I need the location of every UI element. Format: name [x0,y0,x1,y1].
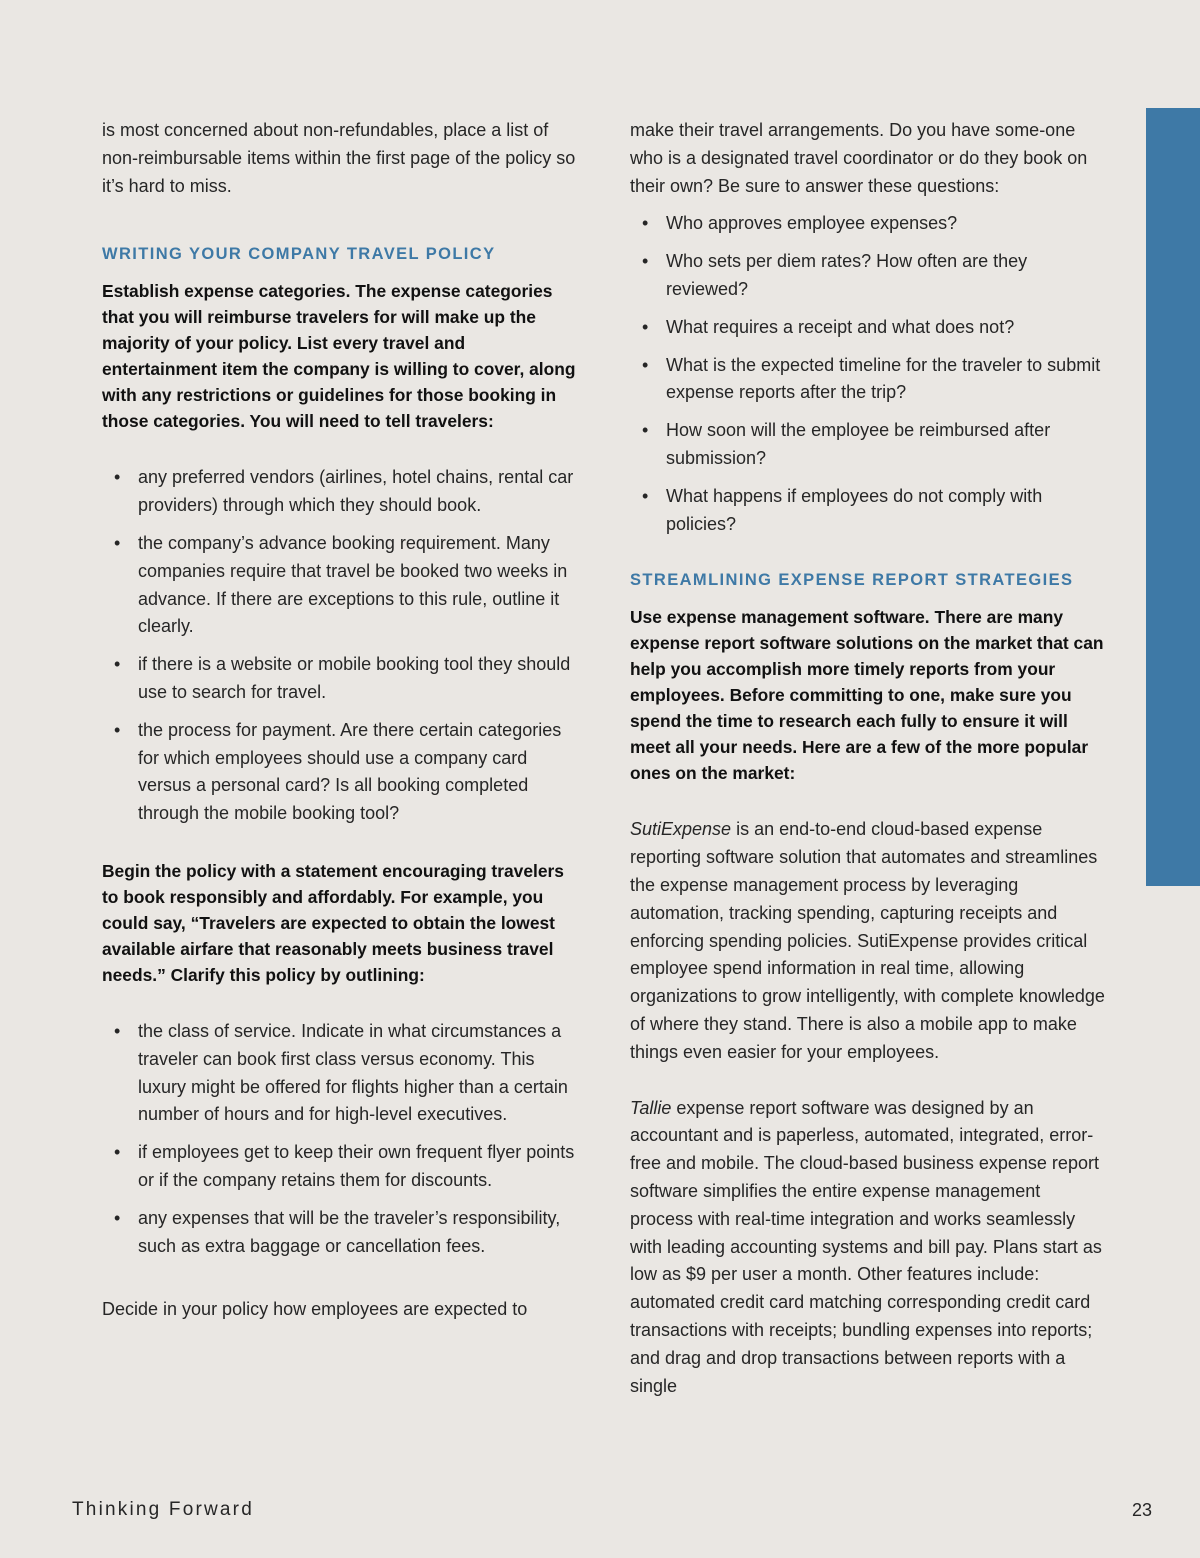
bullet-list-booking-rules [102,464,580,828]
left-closing-paragraph: Decide in your policy how employees are expected to [102,1299,528,1320]
side-accent-tab [1146,108,1200,886]
bullet-list-policy-outline [102,1018,580,1260]
bullet-icon: • [114,467,121,488]
section-heading-writing-policy: WRITING YOUR COMPANY TRAVEL POLICY [102,245,496,264]
bullet-icon: • [642,316,649,337]
lead-paragraph-expense-categories: Establish expense categories. The expense categories that you will reimburse travelers for will make up the majority of your policy. List every travel and entertainment item the company is willing to cover, along with any restrictions or guidelines for those booking in those categories. You will need to tell travelers: [102,281,576,432]
bullet-icon: • [114,532,121,553]
list-item: • What happens if employees do not comply with policies? [630,483,1108,539]
product-paragraph-tallie: Tallie expense report software was designed by an accountant and is paperless, automated, integrated, error-free and mobile. The cloud-based business expense report software simplifies the entire expense management process with real-time integration and works seamlessly with leading accounting systems and bill pay. Plans start as low as $9 per user a month. Other features include: automated credit card matching corresponding credit card transactions with receipts; bundling expenses into reports; and drag and drop transactions between reports with a single [630,1097,1102,1396]
section-heading-streamlining: STREAMLINING EXPENSE REPORT STRATEGIES [630,571,1074,590]
list-item: • How soon will the employee be reimbursed after submission? [630,417,1108,473]
list-item: • if there is a website or mobile booking tool they should use to search for travel. [102,651,580,707]
bullet-icon: • [114,1142,121,1163]
bullet-icon: • [642,354,649,375]
bullet-icon: • [642,485,649,506]
left-column [102,117,580,1324]
list-item: • What requires a receipt and what does not? [630,314,1108,342]
list-item: • Who approves employee expenses? [630,210,1108,238]
footer-page-number: 23 [1132,1500,1153,1520]
list-item: • any expenses that will be the traveler’s responsibility, such as extra baggage or cancellation fees. [102,1205,580,1261]
bullet-icon: • [114,654,121,675]
list-item: • the class of service. Indicate in what circumstances a traveler can book first class versus economy. This luxury might be offered for flights higher than a certain number of hours and for high-level executives. [102,1018,580,1129]
list-item: • Who sets per diem rates? How often are they reviewed? [630,248,1108,304]
list-item: • What is the expected timeline for the traveler to submit expense reports after the trip? [630,352,1108,408]
lead-paragraph-policy-statement: Begin the policy with a statement encouraging travelers to book responsibly and affordably. For example, you could say, “Travelers are expected to obtain the lowest available airfare that reasonably meets business travel needs.” Clarify this policy by outlining: [102,860,564,985]
right-column [630,117,1108,1400]
lead-paragraph-expense-software: Use expense management software. There are many expense report software solutions on the market that can help you accomplish more timely reports from your employees. Before committing to one, make sure you spend the time to research each fully to ensure it will meet all your needs. Here are a few of the more popular ones on the market: [630,607,1104,784]
list-item: • the company’s advance booking requirement. Many companies require that travel be booked two weeks in advance. If there are exceptions to this rule, outline it clearly. [102,530,580,641]
bullet-icon: • [642,251,649,272]
bullet-list-questions [630,210,1108,538]
footer-publication-title: Thinking Forward [72,1499,254,1520]
bullet-icon: • [114,719,121,740]
bullet-icon: • [642,420,649,441]
right-intro-paragraph: make their travel arrangements. Do you have some-one who is a designated travel coordinator or do they book on their own? Be sure to answer these questions: [630,120,1088,196]
list-item: • any preferred vendors (airlines, hotel chains, rental car providers) through which they should book. [102,464,580,520]
left-intro-paragraph: is most concerned about non-refundables, place a list of non-reimbursable items within the first page of the policy so it’s hard to miss. [102,120,576,196]
list-item: • if employees get to keep their own frequent flyer points or if the company retains them for discounts. [102,1139,580,1195]
bullet-icon: • [642,213,649,234]
bullet-icon: • [114,1207,121,1228]
product-name-tallie: Tallie [630,1097,672,1118]
product-name-sutiexpense: SutiExpense [630,819,732,840]
product-paragraph-sutiexpense: SutiExpense is an end-to-end cloud-based expense reporting software solution that automates and streamlines the expense management process by leveraging automation, tracking spending, capturing receipts and enforcing spending policies. SutiExpense provides critical employee spend information in real time, allowing organizations to grow intelligently, with complete knowledge of where they stand. There is also a mobile app to make things even easier for your employees. [630,819,1105,1062]
list-item: • the process for payment. Are there certain categories for which employees should use a company card versus a personal card? Is all booking completed through the mobile booking tool? [102,717,580,828]
bullet-icon: • [114,1020,121,1041]
